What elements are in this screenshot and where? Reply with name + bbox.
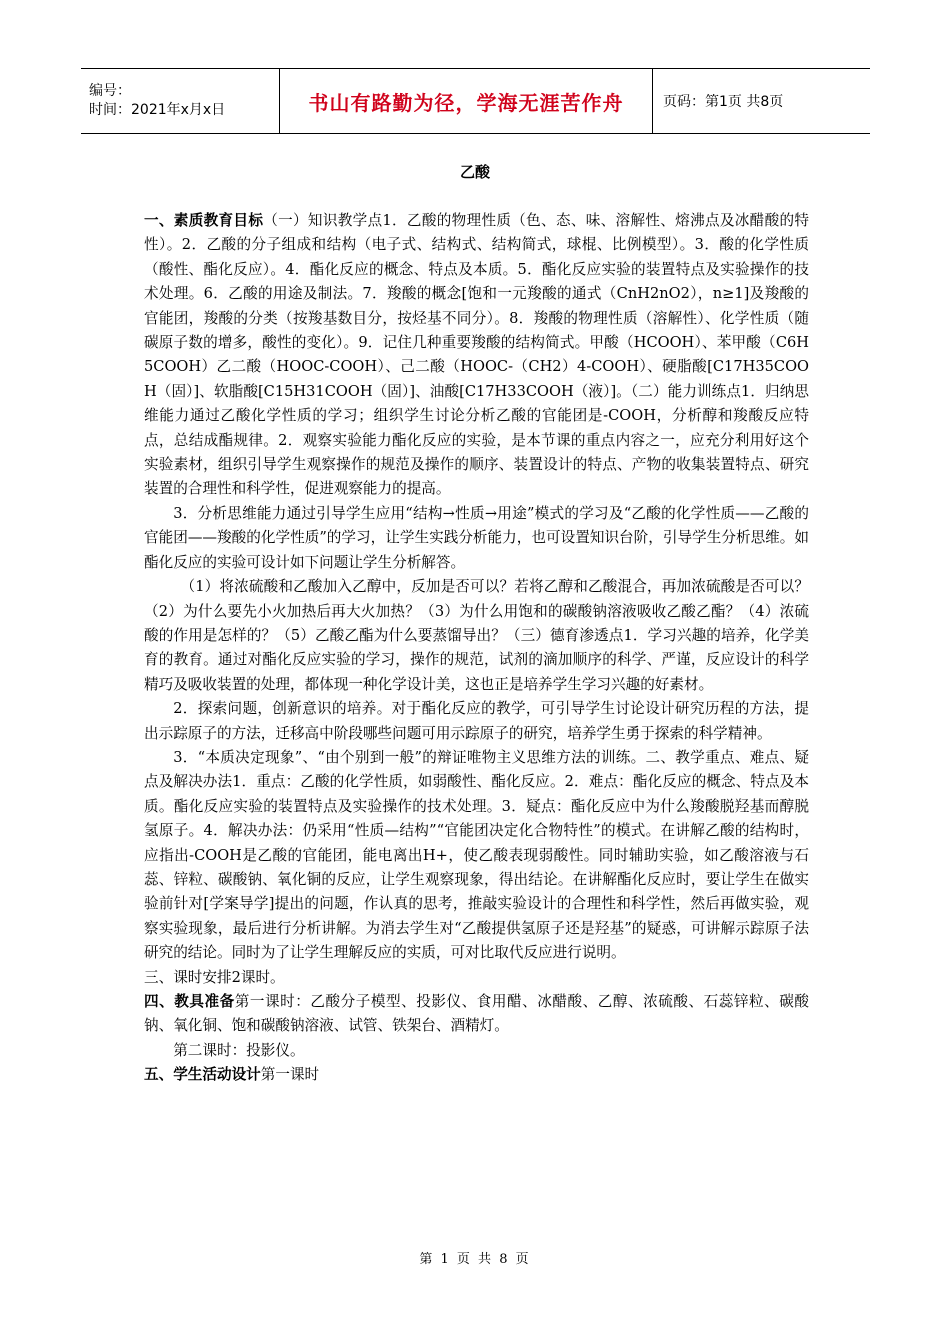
paragraph-materials bbox=[144, 990, 809, 1039]
paragraph-activities bbox=[144, 1063, 809, 1087]
code-label: 编号： bbox=[89, 83, 131, 99]
paragraph: 2．探索问题，创新意识的培养。对于酯化反应的教学，可引导学生讨论设计研究历程的方法，提出示踪原子的方法，迁移高中阶段哪些问题可用示踪原子的研究，培养学生勇于探索的科学精神。 bbox=[144, 700, 809, 742]
paragraph-text: 第一课时：乙酸分子模型、投影仪、食用醋、冰醋酸、乙醇、浓硫酸、石蕊锌粒、碳酸钠、氧化铜、饱和碳酸钠溶液、试管、铁架台、酒精灯。 bbox=[144, 993, 809, 1035]
paragraph: 3．“本质决定现象”、“由个别到一般”的辩证唯物主义思维方法的训练。二、教学重点、难点、疑点及解决办法1．重点：乙酸的化学性质，如弱酸性、酯化反应。2．难点：酯化反应的概念、特点及本质。酯化反应实验的装置特点及实验操作的技术处理。3．疑点：酯化反应中为什么羧酸脱羟基而醇脱氢原子。4．解决办法：仍采用“性质—结构”“官能团决定化合物特性”的模式。在讲解乙酸的结构时，应指出-COOH是乙酸的官能团，能电离出H+，使乙酸表现弱酸性。同时辅助实验，如乙酸溶液与石蕊、锌粒、碳酸钠、氧化铜的反应，让学生观察现象，得出结论。在讲解酯化反应时，要让学生在做实验前针对[学案导学]提出的问题，作认真的思考，推敲实验设计的合理性和科学性，然后再做实验，观察实验现象，最后进行分析讲解。为消去学生对“乙酸提供氢原子还是羟基”的疑惑，可讲解示踪原子法研究的结论。同时为了让学生理解反应的实质，可对比取代反应进行说明。 bbox=[144, 748, 809, 962]
paragraph-schedule: 三、课时安排2课时。 bbox=[144, 968, 285, 986]
time-label: 时间：2021年x月x日 bbox=[89, 102, 226, 118]
page-footer: 第 1 页 共 8 页 bbox=[419, 1252, 531, 1267]
document-body bbox=[144, 209, 809, 1088]
page-header bbox=[81, 68, 870, 134]
paragraph-objectives bbox=[144, 209, 809, 502]
paragraph-text: （一）知识教学点1．乙酸的物理性质（色、态、味、溶解性、熔沸点及冰醋酸的特性）。2．乙酸的分子组成和结构（电子式、结构式、结构简式，球棍、比例模型）。3．酸的化学性质（酸性、酯化反应）。4．酯化反应的概念、特点及本质。5．酯化反应实验的装置特点及实验操作的技术处理。6．乙酸的用途及制法。7．羧酸的概念[饱和一元羧酸的通式（CnH2nO2），n≥1]及羧酸的官能团，羧酸的分类（按羧基数目分，按烃基不同分）。8．羧酸的物理性质（溶解性）、化学性质（随碳原子数的增多，酸性的变化）。9．记住几种重要羧酸的结构简式。甲酸（HCOOH）、苯甲酸（C6H5COOH）乙二酸（HOOC-COOH）、己二酸（HOOC-（CH2）4-COOH）、硬脂酸[C17H35COOH（固）]、软脂酸[C15H31COOH（固）]、油酸[C17H33COOH（液）]。（二）能力训练点1．归纳思维能力通过乙酸化学性质的学习；组织学生讨论分析乙酸的官能团是-COOH，分析醇和羧酸反应特点，总结成酯规律。2．观察实验能力酯化反应的实验，是本节课的重点内容之一，应充分利用好这个实验素材，组织引导学生观察操作的规范及操作的顺序、装置设计的特点、产物的收集装置特点、研究装置的合理性和科学性，促进观察能力的提高。 bbox=[144, 212, 809, 498]
header-meta bbox=[81, 69, 279, 133]
paragraph: 3．分析思维能力通过引导学生应用“结构→性质→用途”模式的学习及“乙酸的化学性质——乙酸的官能团——羧酸的化学性质”的学习，让学生实践分析能力，也可设置知识台阶，引导学生分析思维。如酯化反应的实验可设计如下问题让学生分析解答。 bbox=[144, 504, 809, 571]
paragraph: （1）将浓硫酸和乙酸加入乙醇中，反加是否可以？若将乙醇和乙酸混合，再加浓硫酸是否可以？（2）为什么要先小火加热后再大火加热？（3）为什么用饱和的碳酸钠溶液吸收乙酸乙酯？（4）浓硫酸的作用是怎样的？（5）乙酸乙酯为什么要蒸馏导出？（三）德育渗透点1．学习兴趣的培养，化学美育的教育。通过对酯化反应实验的学习，操作的规范，试剂的滴加顺序的科学、严谨，反应设计的科学精巧及吸收装置的处理，都体现一种化学设计美，这也正是培养学生学习兴趣的好素材。 bbox=[144, 578, 809, 693]
page-info-text: 页码：第1页 共8页 bbox=[663, 94, 784, 110]
header-motto bbox=[279, 69, 653, 133]
motto-text: 书山有路勤为径，学海无涯苦作舟 bbox=[308, 90, 624, 115]
document-title: 乙酸 bbox=[459, 163, 490, 181]
header-page-info bbox=[653, 69, 870, 133]
section-heading-objectives: 一、素质教育目标 bbox=[144, 212, 264, 229]
paragraph-text: 第一课时 bbox=[260, 1066, 320, 1084]
section-heading-materials: 四、教具准备 bbox=[144, 993, 235, 1010]
paragraph: 第二课时：投影仪。 bbox=[173, 1041, 305, 1059]
section-heading-activities: 五、学生活动设计 bbox=[144, 1066, 261, 1084]
